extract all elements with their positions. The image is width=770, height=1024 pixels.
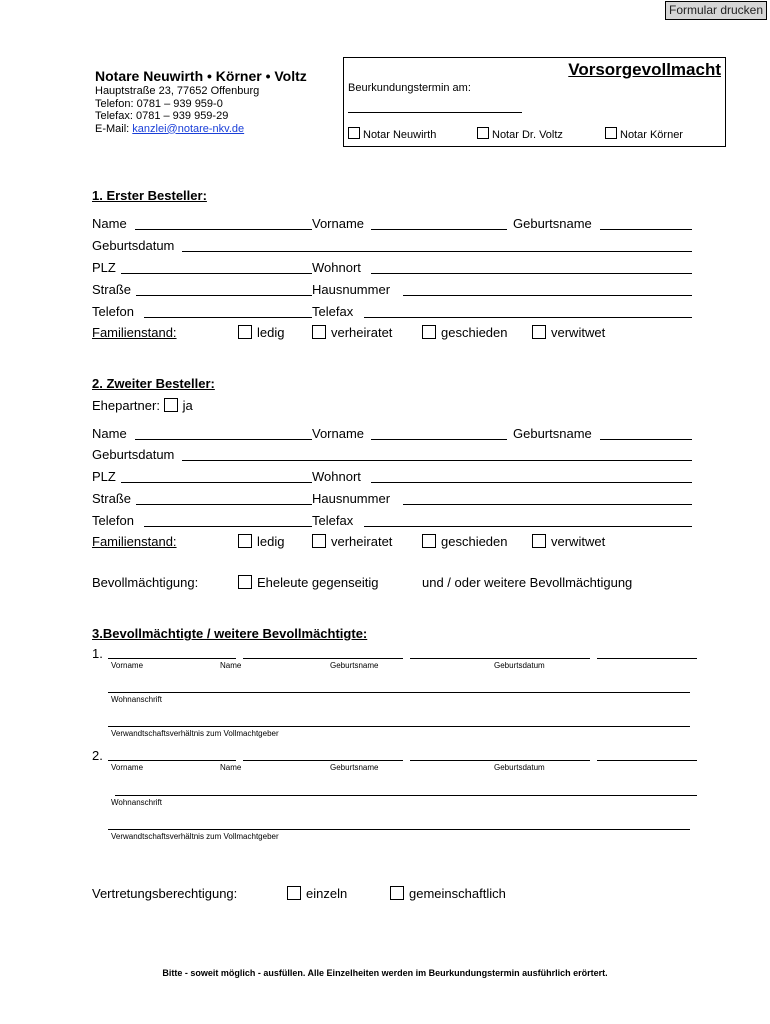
checkbox[interactable] [312,325,326,339]
appointment-label: Beurkundungstermin am: [348,82,471,94]
entry2-geburtsdatum-field[interactable] [597,760,697,761]
telefon-field[interactable] [144,317,312,318]
email-label: E-Mail: [95,122,130,135]
label-geburtsname-2: Geburtsname [513,426,592,441]
option-eheleute-gegenseitig[interactable]: Eheleute gegenseitig [238,575,378,590]
entry1-sublabel-geburtsname: Geburtsname [330,661,379,670]
vorname-field-2[interactable] [371,439,507,440]
label-strasse: Straße [92,282,132,297]
entry2-wohnanschrift-field[interactable] [115,795,697,796]
label-wohnort: Wohnort [312,260,361,275]
entry2-geburtsname-field[interactable] [410,760,590,761]
telefax-field[interactable] [364,317,692,318]
bevollmaechtigung-label: Bevollmächtigung: [92,575,199,590]
label-telefon: Telefon [92,304,134,319]
bevollmaechtigung-other: und / oder weitere Bevollmächtigung [422,575,633,590]
entry1-name-field[interactable] [243,658,403,659]
entry2-vorname-field[interactable] [108,760,236,761]
option-gemeinschaftlich[interactable]: gemeinschaftlich [390,886,506,901]
checkbox[interactable] [532,325,546,339]
option-einzeln[interactable]: einzeln [287,886,347,901]
checkbox[interactable] [312,534,326,548]
checkbox[interactable] [348,127,360,139]
checkbox[interactable] [238,575,252,589]
entry-number-2: 2. [92,748,103,763]
wohnort-field[interactable] [371,273,692,274]
hausnummer-field[interactable] [403,295,692,296]
entry1-sublabel-vorname: Vorname [111,661,144,670]
document-title: Vorsorgevollmacht [568,60,721,79]
label-vorname-2: Vorname [312,426,365,441]
appointment-field[interactable] [348,112,522,113]
label-plz: PLZ [92,260,116,275]
option-verwitwet-2[interactable]: verwitwet [532,534,605,549]
checkbox[interactable] [390,886,404,900]
entry2-verwandtschaft-field[interactable] [108,829,690,830]
entry2-sublabel-verwandtschaft: Verwandtschaftsverhältnis zum Vollmachtgeber [111,832,279,841]
geburtsdatum-field[interactable] [182,251,692,252]
checkbox[interactable] [238,534,252,548]
label-geburtsdatum: Geburtsdatum [92,238,175,253]
name-field-2[interactable] [135,439,312,440]
entry1-sublabel-wohnanschrift: Wohnanschrift [111,695,162,704]
name-field[interactable] [135,229,312,230]
entry2-sublabel-vorname: Vorname [111,763,144,772]
entry1-vorname-field[interactable] [108,658,236,659]
ehepartner-label: Ehepartner: [92,398,160,413]
label-telefax-2: Telefax [312,513,354,528]
entry1-verwandtschaft-field[interactable] [108,726,690,727]
ehepartner-option: ja [182,398,193,413]
entry2-sublabel-geburtsname: Geburtsname [330,763,379,772]
geburtsname-field-2[interactable] [600,439,692,440]
label-familienstand-2: Familienstand: [92,534,177,549]
checkbox[interactable] [605,127,617,139]
section1-title: 1. Erster Besteller: [92,188,207,203]
strasse-field[interactable] [136,295,312,296]
label-name-2: Name [92,426,127,441]
plz-field-2[interactable] [121,482,312,483]
entry1-geburtsname-field[interactable] [410,658,590,659]
email-link[interactable]: kanzlei@notare-nkv.de [132,122,245,135]
header-box [343,57,726,147]
office-email-row [95,123,244,136]
checkbox[interactable] [287,886,301,900]
print-form-button[interactable]: Formular drucken [665,1,767,20]
entry2-sublabel-geburtsdatum: Geburtsdatum [494,763,545,772]
label-geburtsdatum-2: Geburtsdatum [92,447,175,462]
ehepartner-row [92,398,193,413]
ehepartner-checkbox[interactable] [164,398,178,412]
entry2-name-field[interactable] [243,760,403,761]
entry1-sublabel-geburtsdatum: Geburtsdatum [494,661,545,670]
section2-title: 2. Zweiter Besteller: [92,376,215,391]
office-name: Notare Neuwirth • Körner • Voltz [95,68,307,84]
label-telefon-2: Telefon [92,513,134,528]
wohnort-field-2[interactable] [371,482,692,483]
checkbox[interactable] [422,534,436,548]
checkbox[interactable] [238,325,252,339]
vertretung-label: Vertretungsberechtigung: [92,886,238,901]
checkbox[interactable] [532,534,546,548]
office-fax: Telefax: 0781 – 939 959-29 [95,110,229,122]
option-ledig-2[interactable]: ledig [238,534,284,549]
hausnummer-field-2[interactable] [403,504,692,505]
option-verheiratet-2[interactable]: verheiratet [312,534,392,549]
option-ledig[interactable]: ledig [238,325,284,340]
notary-option-voltz[interactable]: Notar Dr. Voltz [477,127,563,141]
entry1-sublabel-name: Name [220,661,242,670]
option-geschieden-2[interactable]: geschieden [422,534,508,549]
label-vorname: Vorname [312,216,365,231]
entry1-geburtsdatum-field[interactable] [597,658,697,659]
geburtsdatum-field-2[interactable] [182,460,692,461]
entry1-sublabel-verwandtschaft: Verwandtschaftsverhältnis zum Vollmachtgeber [111,729,279,738]
label-hausnummer-2: Hausnummer [312,491,391,506]
label-strasse-2: Straße [92,491,132,506]
geburtsname-field[interactable] [600,229,692,230]
entry2-sublabel-name: Name [220,763,242,772]
plz-field[interactable] [121,273,312,274]
section3-title: 3.Bevollmächtigte / weitere Bevollmächtigte: [92,626,368,641]
telefon-field-2[interactable] [144,526,312,527]
label-geburtsname: Geburtsname [513,216,592,231]
notary-option-koerner[interactable]: Notar Körner [605,127,683,141]
entry1-wohnanschrift-field[interactable] [108,692,690,693]
option-geschieden[interactable]: geschieden [422,325,508,340]
checkbox[interactable] [477,127,489,139]
label-wohnort-2: Wohnort [312,469,361,484]
checkbox[interactable] [422,325,436,339]
notary-option-neuwirth[interactable]: Notar Neuwirth [348,127,436,141]
office-phone: Telefon: 0781 – 939 959-0 [95,97,223,110]
label-hausnummer: Hausnummer [312,282,391,297]
office-address: Hauptstraße 23, 77652 Offenburg [95,85,260,97]
option-verheiratet[interactable]: verheiratet [312,325,392,340]
entry-number-1: 1. [92,646,103,661]
label-plz-2: PLZ [92,469,116,484]
strasse-field-2[interactable] [136,504,312,505]
vorname-field[interactable] [371,229,507,230]
footer-note: Bitte - soweit möglich - ausfüllen. Alle Einzelheiten werden im Beurkundungstermin ausführlich erörtert. [162,968,608,978]
option-verwitwet[interactable]: verwitwet [532,325,605,340]
label-familienstand: Familienstand: [92,325,177,340]
entry2-sublabel-wohnanschrift: Wohnanschrift [111,798,162,807]
label-telefax: Telefax [312,304,354,319]
telefax-field-2[interactable] [364,526,692,527]
label-name: Name [92,216,127,231]
